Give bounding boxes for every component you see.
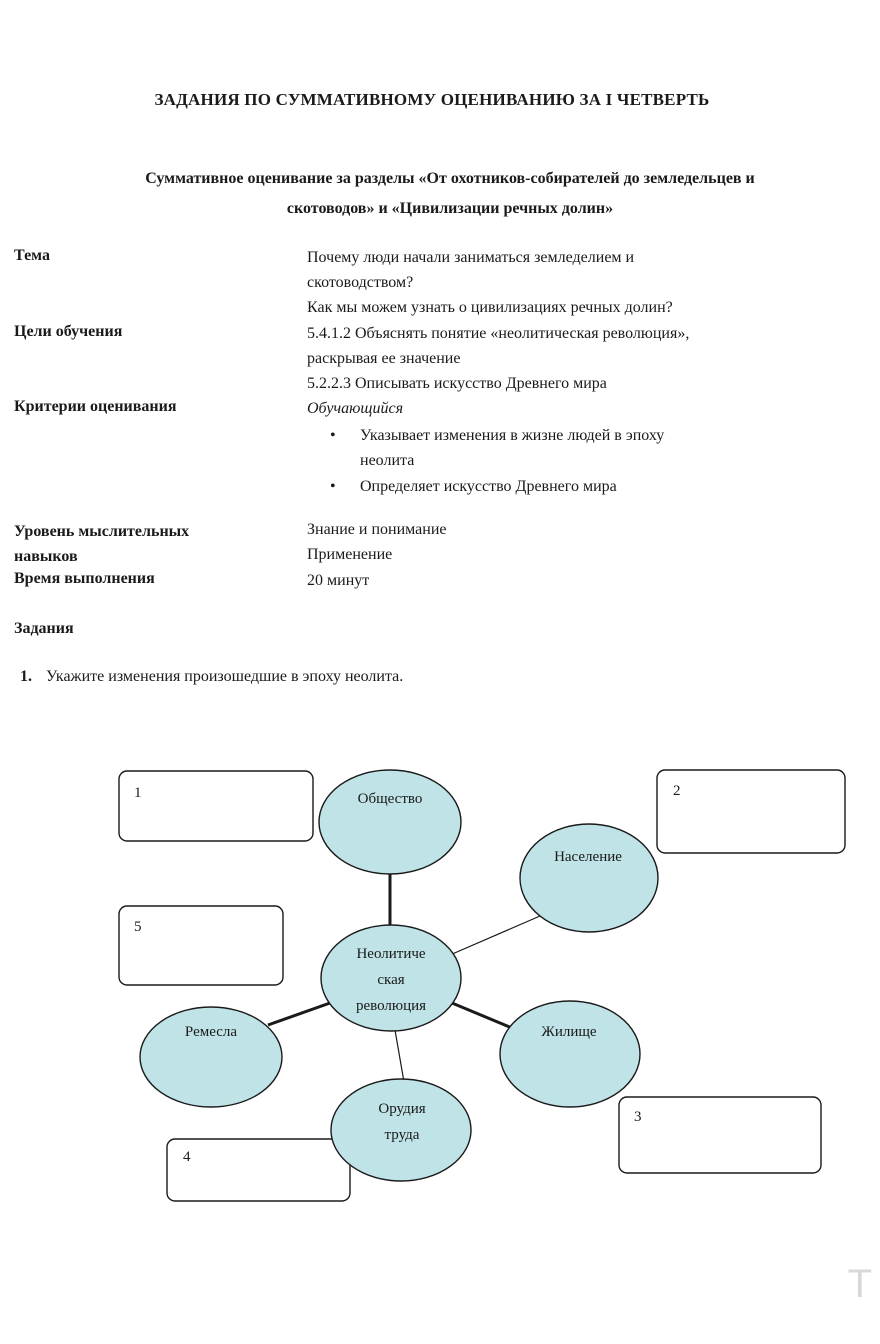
subtitle-line-1: Суммативное оценивание за разделы «От охотников-собирателей до земледельцев и (145, 170, 755, 187)
criteria-label: Критерии оценивания (14, 398, 177, 415)
criterion-1-line-1: Указывает изменения в жизне людей в эпоху (360, 427, 665, 444)
box-1-number: 1 (134, 785, 142, 801)
topic-line-1: Почему люди начали заниматься земледелием и (307, 249, 635, 266)
box-4-number: 4 (183, 1149, 191, 1165)
label-dwelling: Жилище (541, 1024, 597, 1040)
answer-box-3[interactable] (619, 1097, 821, 1173)
label-population: Население (554, 849, 622, 865)
level-value-2: Применение (307, 546, 393, 563)
criterion-2-text: Определяет искусство Древнего мира (360, 478, 617, 495)
answer-box-1[interactable] (119, 771, 313, 841)
label-center-line-1: Неолитиче (356, 946, 426, 962)
goal-1-line-1: 5.4.1.2 Объяснять понятие «неолитическая революция», (307, 325, 690, 342)
node-crafts (140, 1007, 282, 1107)
document-title: ЗАДАНИЯ ПО СУММАТИВНОМУ ОЦЕНИВАНИЮ ЗА I ЧЕТВЕРТЬ (154, 90, 710, 109)
subtitle-line-2: скотоводов» и «Цивилизации речных долин» (286, 200, 614, 217)
label-tools-line-1: Орудия (378, 1101, 426, 1117)
goals-label: Цели обучения (14, 323, 123, 340)
box-3-number: 3 (634, 1109, 642, 1125)
answer-box-4[interactable] (167, 1139, 350, 1201)
level-label-line-1: Уровень мыслительных (14, 523, 190, 540)
criteria-intro: Обучающийся (307, 400, 404, 417)
label-tools-line-2: труда (384, 1127, 420, 1143)
label-center-line-3: революция (355, 998, 427, 1014)
connector-crafts (268, 1003, 330, 1025)
level-value-1: Знание и понимание (307, 521, 447, 538)
task-1-number: 1. (20, 668, 32, 685)
node-population (520, 824, 658, 932)
connector-dwelling (452, 1003, 512, 1028)
answer-box-2[interactable] (657, 770, 845, 853)
goal-1-line-2: раскрывая ее значение (307, 350, 461, 367)
answer-box-5[interactable] (119, 906, 283, 985)
box-2-number: 2 (673, 783, 681, 799)
time-label: Время выполнения (14, 570, 155, 587)
label-society: Общество (357, 791, 423, 807)
connector-population (450, 916, 540, 955)
label-crafts: Ремесла (184, 1024, 238, 1040)
node-dwelling (500, 1001, 640, 1107)
tasks-heading: Задания (14, 620, 74, 637)
bullet-icon: • (330, 427, 336, 444)
topic-line-2: скотоводством? (307, 274, 414, 291)
criterion-1-line-2: неолита (360, 452, 415, 469)
watermark: T (847, 1262, 872, 1306)
box-5-number: 5 (134, 919, 142, 935)
level-label-line-2: навыков (14, 548, 78, 565)
goal-2: 5.2.2.3 Описывать искусство Древнего мира (307, 375, 607, 392)
topic-line-3: Как мы можем узнать о цивилизациях речных долин? (307, 299, 673, 316)
time-value: 20 минут (307, 572, 370, 589)
topic-label: Тема (14, 247, 50, 264)
bullet-icon: • (330, 478, 336, 495)
task-1-text: Укажите изменения произошедшие в эпоху неолита. (46, 668, 404, 685)
connector-tools (395, 1030, 404, 1082)
node-society (319, 770, 461, 874)
label-center-line-2: ская (377, 972, 405, 988)
